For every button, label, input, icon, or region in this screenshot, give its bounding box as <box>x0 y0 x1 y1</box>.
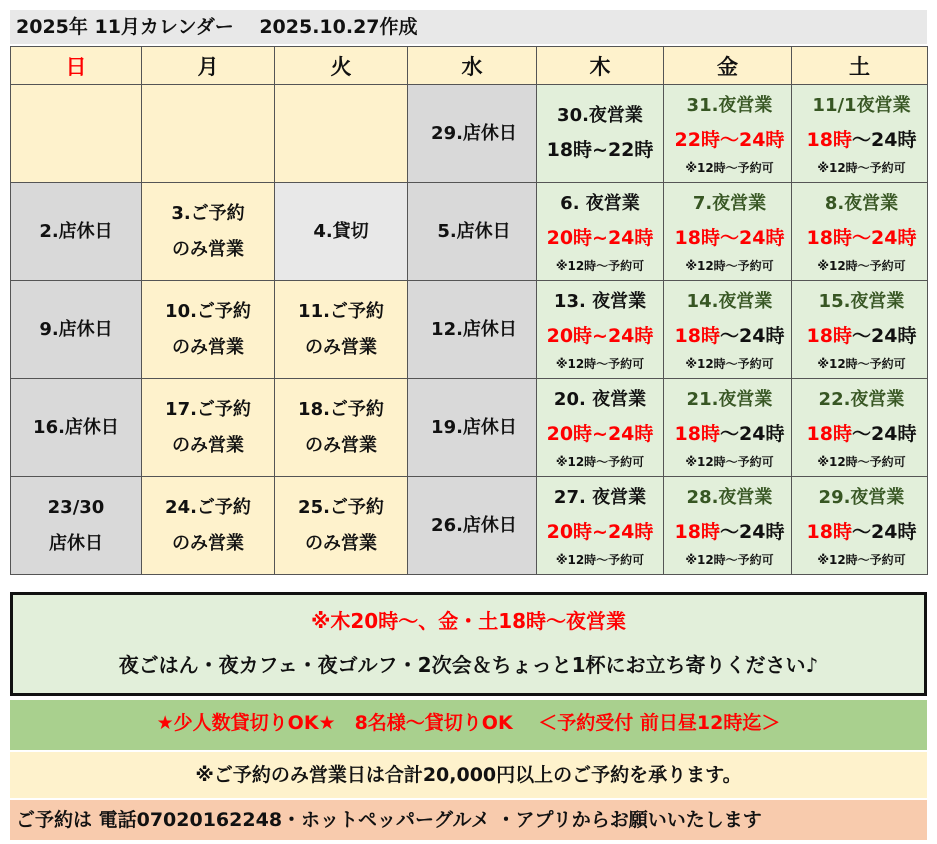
day-label: 13. 夜営業 <box>553 290 647 312</box>
day-label: 21.夜営業 <box>686 388 773 410</box>
day-cell-night <box>792 379 928 477</box>
day-cell-closed: 26.店休日 <box>408 477 537 575</box>
day-label: 25.ご予約 <box>298 496 384 518</box>
day-hours <box>668 220 791 256</box>
day-hours: 20時~24時 <box>546 422 654 445</box>
day-cell-closed <box>11 477 142 575</box>
day-note: ※12時～予約可 <box>817 258 906 273</box>
day-cell-night <box>664 183 792 281</box>
day-cell-reserve <box>142 379 275 477</box>
day-hours <box>668 318 791 354</box>
day-hours <box>668 514 791 550</box>
day-cell-reserve <box>142 477 275 575</box>
day-cell-night <box>537 477 664 575</box>
hours-end: ～24時 <box>852 324 917 347</box>
day-cell-closed: 12.店休日 <box>408 281 537 379</box>
day-hours: 18時~22時 <box>546 138 654 161</box>
day-hours: 22時～24時 <box>674 128 785 151</box>
day-sublabel: のみ営業 <box>305 336 377 358</box>
weekday-header <box>11 47 928 85</box>
hours-end: ～24時 <box>720 422 785 445</box>
day-note: ※12時～予約可 <box>817 160 906 175</box>
day-hours: 20時~24時 <box>546 226 654 249</box>
day-hours: 20時~24時 <box>546 520 654 543</box>
day-sublabel: のみ営業 <box>172 434 244 456</box>
day-note: ※12時～予約可 <box>685 552 774 567</box>
day-label: 18.ご予約 <box>298 398 384 420</box>
day-cell-night <box>664 379 792 477</box>
weekday-tue: 火 <box>275 47 408 85</box>
day-cell-closed: 19.店休日 <box>408 379 537 477</box>
hours-start: 18時 <box>806 226 852 249</box>
day-hours <box>796 220 927 256</box>
day-cell-empty <box>275 85 408 183</box>
day-cell-night <box>664 477 792 575</box>
day-cell-closed: 2.店休日 <box>11 183 142 281</box>
day-label: 17.ご予約 <box>165 398 251 420</box>
day-sublabel: のみ営業 <box>305 434 377 456</box>
day-hours <box>796 122 927 158</box>
day-cell-closed: 29.店休日 <box>408 85 537 183</box>
day-note: ※12時～予約可 <box>555 552 645 567</box>
charter-banner: ★少人数貸切りOK★ 8名様～貸切りOK ＜予約受付 前日昼12時迄＞ <box>10 700 927 750</box>
day-note: ※12時～予約可 <box>817 356 906 371</box>
day-hours <box>668 416 791 452</box>
day-label: 23/30 <box>47 496 105 518</box>
day-note: ※12時～予約可 <box>555 356 645 371</box>
day-label: 10.ご予約 <box>165 300 251 322</box>
hours-end: ～24時 <box>852 128 917 151</box>
day-cell-night <box>792 183 928 281</box>
day-label: 27. 夜営業 <box>553 486 647 508</box>
day-cell-reserve <box>142 183 275 281</box>
weekday-sat: 土 <box>792 47 928 85</box>
day-cell-reserve <box>142 281 275 379</box>
day-label: 29.夜営業 <box>818 486 905 508</box>
day-note: ※12時～予約可 <box>685 454 774 469</box>
hours-end: ～24時 <box>720 324 785 347</box>
day-note: ※12時～予約可 <box>685 356 774 371</box>
day-sublabel: のみ営業 <box>172 336 244 358</box>
day-cell-night <box>792 281 928 379</box>
weekday-wed: 水 <box>408 47 537 85</box>
day-cell-reserve <box>275 379 408 477</box>
day-cell-empty <box>142 85 275 183</box>
day-cell-night <box>537 183 664 281</box>
weekday-thu: 木 <box>537 47 664 85</box>
night-service-notice <box>10 592 927 696</box>
day-cell-reserve <box>275 477 408 575</box>
day-sublabel: のみ営業 <box>172 238 244 260</box>
day-label: 11/1夜営業 <box>812 94 911 116</box>
day-cell-night <box>664 281 792 379</box>
day-label: 8.夜営業 <box>824 192 899 214</box>
day-label: 22.夜営業 <box>818 388 905 410</box>
notice-invitation: 夜ごはん・夜カフェ・夜ゴルフ・2次会＆ちょっと1杯にお立ち寄りください♪ <box>118 653 819 677</box>
day-label: 30.夜営業 <box>557 104 643 126</box>
day-cell-empty <box>11 85 142 183</box>
day-label: 15.夜営業 <box>818 290 905 312</box>
day-label: 3.ご予約 <box>171 202 245 224</box>
hours-end: ～24時 <box>720 226 785 249</box>
hours-start: 18時 <box>806 422 852 445</box>
week-row-3 <box>11 281 928 379</box>
day-cell-closed: 9.店休日 <box>11 281 142 379</box>
day-cell-night <box>537 281 664 379</box>
day-note: ※12時～予約可 <box>817 552 906 567</box>
day-hours <box>796 416 927 452</box>
day-label: 14.夜営業 <box>686 290 773 312</box>
day-cell-night <box>537 85 664 183</box>
day-sublabel: のみ営業 <box>305 532 377 554</box>
day-cell-reserve <box>275 281 408 379</box>
day-cell-closed: 16.店休日 <box>11 379 142 477</box>
day-cell-charter: 4.貸切 <box>275 183 408 281</box>
day-label: 20. 夜営業 <box>553 388 647 410</box>
notice-hours: ※木20時～、金・土18時～夜営業 <box>310 609 627 633</box>
day-cell-closed: 5.店休日 <box>408 183 537 281</box>
day-label: 11.ご予約 <box>298 300 384 322</box>
day-note: ※12時～予約可 <box>555 258 645 273</box>
hours-start: 18時 <box>674 226 720 249</box>
hours-end: ～24時 <box>852 520 917 543</box>
day-cell-night <box>792 85 928 183</box>
contact-banner: ご予約は 電話07020162248・ホットペッパーグルメ ・アプリからお願いいたします <box>10 800 927 840</box>
weekday-mon: 月 <box>142 47 275 85</box>
day-note: ※12時～予約可 <box>555 454 645 469</box>
day-label: 24.ご予約 <box>165 496 251 518</box>
day-hours: 20時~24時 <box>546 324 654 347</box>
day-label: 31.夜営業 <box>686 94 773 116</box>
day-cell-night <box>792 477 928 575</box>
calendar-table <box>10 46 928 575</box>
day-note: ※12時～予約可 <box>685 258 774 273</box>
reserve-only-note: ※ご予約のみ営業日は合計20,000円以上のご予約を承ります。 <box>10 752 927 798</box>
hours-end: ～24時 <box>852 226 917 249</box>
day-hours <box>796 514 927 550</box>
day-cell-night <box>537 379 664 477</box>
week-row-4 <box>11 379 928 477</box>
day-note: ※12時～予約可 <box>685 160 774 175</box>
day-label: 6. 夜営業 <box>560 192 640 214</box>
hours-end: ～24時 <box>720 520 785 543</box>
day-sublabel: 店休日 <box>49 532 103 554</box>
hours-start: 18時 <box>806 324 852 347</box>
hours-end: ～24時 <box>852 422 917 445</box>
day-label: 28.夜営業 <box>686 486 773 508</box>
hours-start: 18時 <box>674 520 720 543</box>
weekday-fri: 金 <box>664 47 792 85</box>
hours-start: 18時 <box>806 128 852 151</box>
day-hours <box>796 318 927 354</box>
week-row-5 <box>11 477 928 575</box>
hours-start: 18時 <box>674 324 720 347</box>
hours-start: 18時 <box>674 422 720 445</box>
day-note: ※12時～予約可 <box>817 454 906 469</box>
weekday-sun: 日 <box>11 47 142 85</box>
hours-start: 18時 <box>806 520 852 543</box>
calendar-title: 2025年 11月カレンダー 2025.10.27作成 <box>10 10 927 44</box>
week-row-2 <box>11 183 928 281</box>
day-sublabel: のみ営業 <box>172 532 244 554</box>
day-cell-night <box>664 85 792 183</box>
week-row-1 <box>11 85 928 183</box>
day-label: 7.夜営業 <box>692 192 767 214</box>
